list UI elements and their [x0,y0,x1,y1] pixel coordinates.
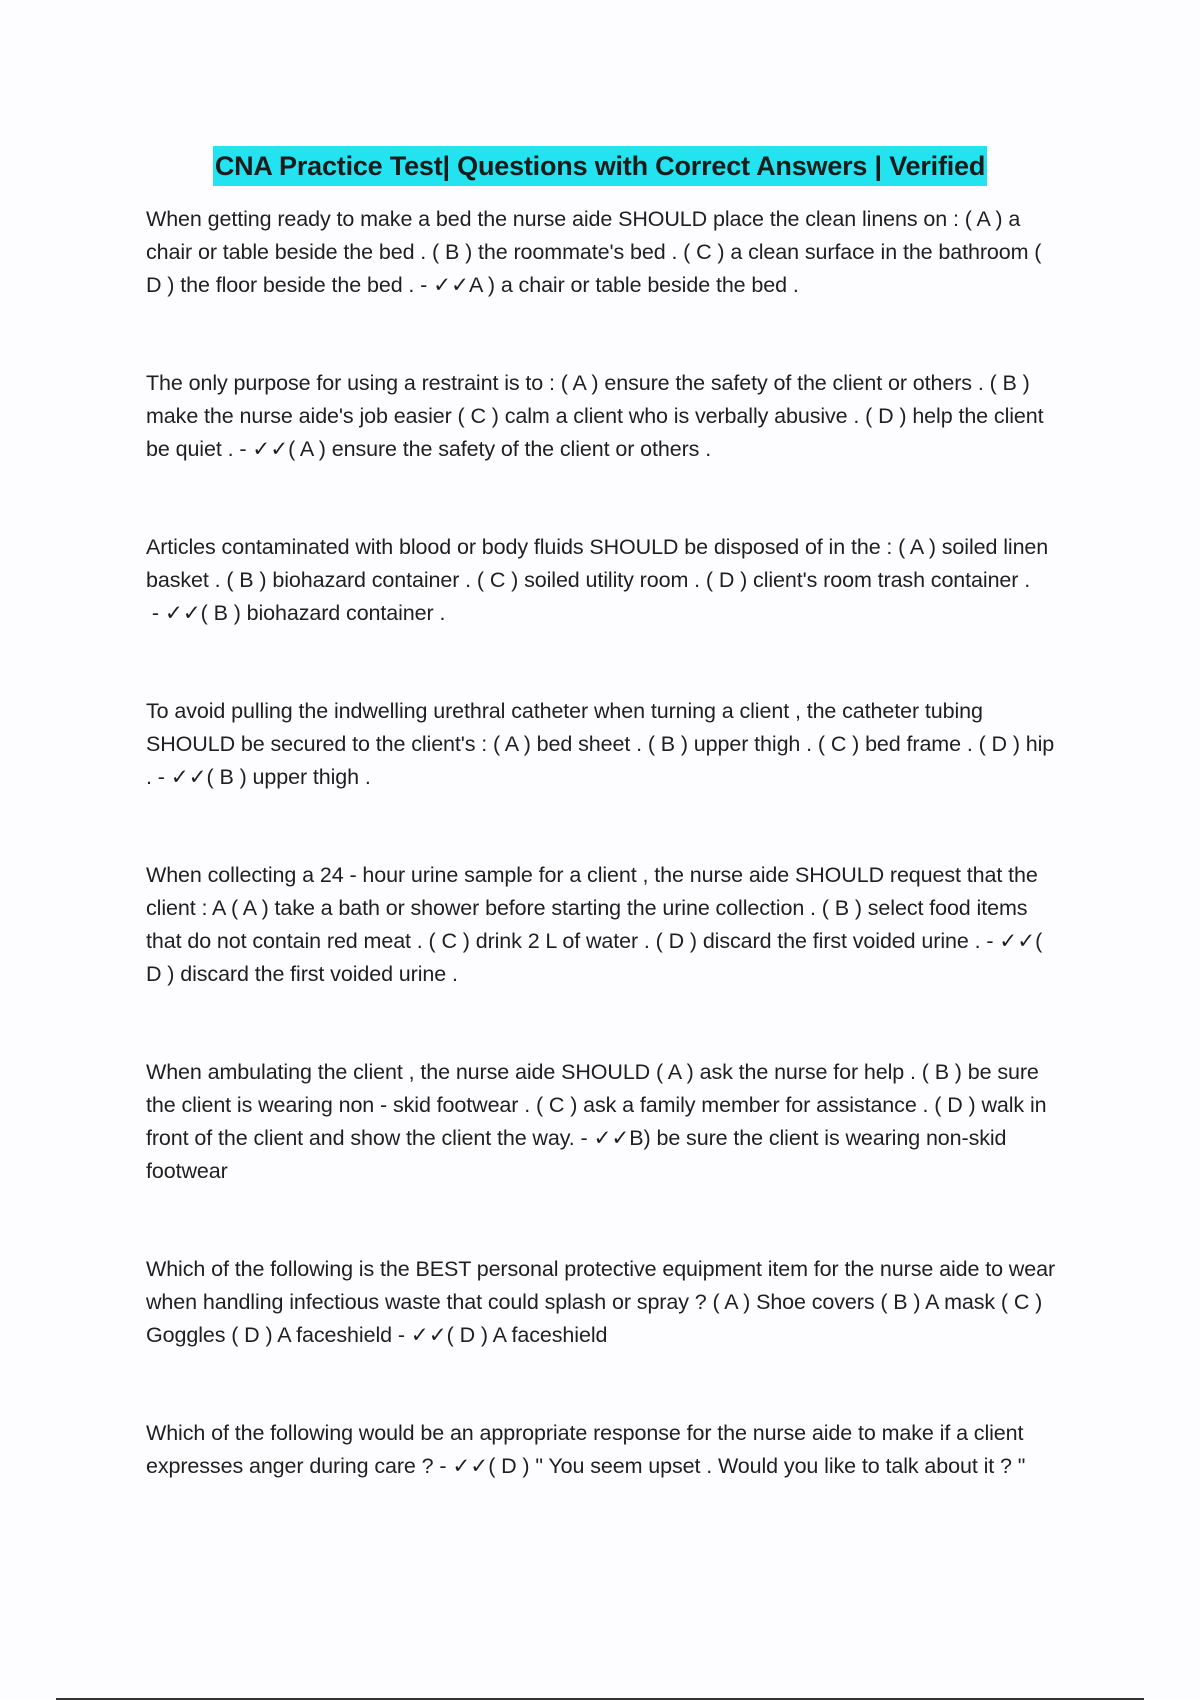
separator: - [146,601,165,625]
question-item [146,203,1062,302]
page-title: CNA Practice Test| Questions with Correct Answers | Verified [213,146,987,186]
separator: - [233,437,253,461]
check-icon: ✓✓ [170,765,207,790]
answer-text: A ) a chair or table beside the bed . [468,273,799,297]
answer-text: ( B ) biohazard container . [200,601,446,625]
check-icon: ✓✓ [452,1454,489,1479]
title-container [0,146,1200,186]
separator: - [151,765,171,789]
question-text: When ambulating the client , the nurse aide SHOULD ( A ) ask the nurse for help . ( B ) be sure the client is wearing non - skid footwear . ( C ) ask a family member for assistance . ( D ) walk in front of the client and show the client the way. [146,1060,1047,1150]
check-icon: ✓✓ [252,437,289,462]
answer-text: ( D ) discard the first voided urine . [146,929,1043,986]
question-item [146,859,1062,991]
check-icon: ✓✓ [999,929,1036,954]
question-item [146,1417,1062,1483]
question-item [146,531,1062,630]
question-list [146,203,1062,1548]
question-text: The only purpose for using a restraint is to : ( A ) ensure the safety of the client or others . ( B ) make the nurse aide's job easier ( C ) calm a client who is verbally abusive . ( D ) help the client be quiet . [146,371,1044,461]
separator: - [391,1323,411,1347]
answer-text: ( D ) " You seem upset . Would you like to talk about it ? " [488,1454,1026,1478]
question-item [146,1253,1062,1352]
question-text: Articles contaminated with blood or body fluids SHOULD be disposed of in the : ( A ) soiled linen basket . ( B ) biohazard container . ( C ) soiled utility room . ( D ) client's room trash container . [146,535,1049,592]
separator: - [574,1126,594,1150]
question-item [146,695,1062,794]
answer-text: ( A ) ensure the safety of the client or others . [288,437,712,461]
check-icon: ✓✓ [410,1323,447,1348]
check-icon: ✓✓ [433,273,469,298]
answer-text: ( B ) upper thigh . [206,765,371,789]
separator: - [433,1454,453,1478]
question-item [146,367,1062,466]
question-text: To avoid pulling the indwelling urethral catheter when turning a client , the catheter tubing SHOULD be secured to the client's : ( A ) bed sheet . ( B ) upper thigh . ( C ) bed frame . ( D ) hip . [146,699,1055,789]
question-text: When collecting a 24 - hour urine sample for a client , the nurse aide SHOULD request that the client : A ( A ) take a bath or shower before starting the urine collection . ( B ) select food items that do not contain red meat . ( C ) drink 2 L of water . ( D ) discard the first voided urine . [146,863,1038,953]
answer-text: B) be sure the client is wearing non-skid footwear [146,1126,1007,1183]
check-icon: ✓✓ [164,601,201,626]
question-text: When getting ready to make a bed the nurse aide SHOULD place the clean linens on : ( A ) a chair or table beside the bed . ( B ) the roommate's bed . ( C ) a clean surface in the bathroom ( D ) the floor beside the bed . [146,207,1042,297]
check-icon: ✓✓ [593,1126,630,1151]
question-text: Which of the following is the BEST personal protective equipment item for the nurse aide to wear when handling infectious waste that could splash or spray ? ( A ) Shoe covers ( B ) A mask ( C ) Goggles ( D ) A faceshield [146,1257,1056,1347]
separator: - [980,929,1000,953]
question-text: Which of the following would be an appropriate response for the nurse aide to make if a client expresses anger during care ? [146,1421,1024,1478]
answer-text: ( D ) A faceshield [446,1323,608,1347]
separator: - [414,273,434,297]
question-item [146,1056,1062,1188]
